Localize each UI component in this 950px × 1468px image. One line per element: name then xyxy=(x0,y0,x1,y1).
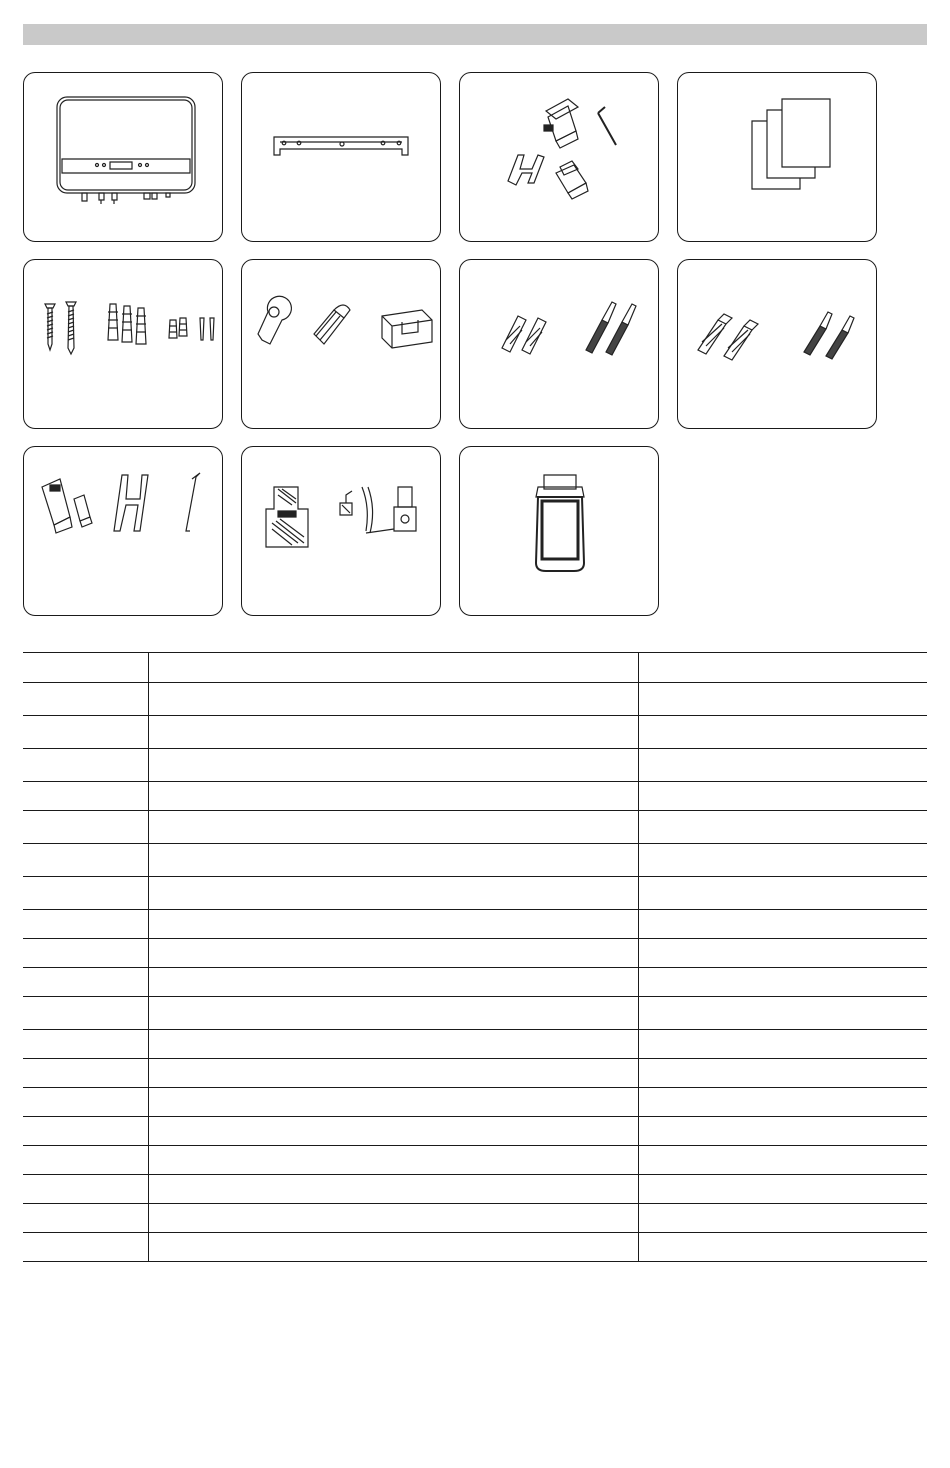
table-cell-quantity xyxy=(639,653,928,683)
dongle-icon xyxy=(460,447,660,617)
table-cell-description xyxy=(149,1146,639,1175)
table-cell-no xyxy=(23,749,149,782)
table-cell-quantity xyxy=(639,968,928,997)
table-cell-quantity xyxy=(639,1204,928,1233)
table-row xyxy=(23,1233,927,1262)
table-row xyxy=(23,782,927,811)
table-cell-no xyxy=(23,683,149,716)
table-cell-quantity xyxy=(639,749,928,782)
table-cell-quantity xyxy=(639,939,928,968)
table-cell-no xyxy=(23,968,149,997)
table-cell-quantity xyxy=(639,844,928,877)
table-row xyxy=(23,968,927,997)
accessory-tile-inverter xyxy=(23,72,223,242)
table-cell-quantity xyxy=(639,1233,928,1262)
table-cell-description xyxy=(149,683,639,716)
table-cell-no xyxy=(23,716,149,749)
table-row xyxy=(23,1030,927,1059)
table-cell-no xyxy=(23,1204,149,1233)
table-cell-no xyxy=(23,1030,149,1059)
table-cell-description xyxy=(149,1233,639,1262)
table-cell-description xyxy=(149,1030,639,1059)
table-cell-quantity xyxy=(639,877,928,910)
table-cell-no xyxy=(23,910,149,939)
table-cell-description xyxy=(149,1088,639,1117)
table-cell-description xyxy=(149,811,639,844)
table-cell-quantity xyxy=(639,997,928,1030)
accessory-tile-dongle xyxy=(459,446,659,616)
table-row xyxy=(23,1059,927,1088)
table-cell-no xyxy=(23,844,149,877)
documents-icon xyxy=(678,73,878,243)
accessory-tile-documents xyxy=(677,72,877,242)
table-row xyxy=(23,1088,927,1117)
table-cell-description xyxy=(149,782,639,811)
table-row xyxy=(23,939,927,968)
table-cell-description xyxy=(149,997,639,1030)
table-cell-description xyxy=(149,1117,639,1146)
table-row xyxy=(23,653,927,683)
table-cell-quantity xyxy=(639,1146,928,1175)
table-cell-quantity xyxy=(639,1117,928,1146)
table-cell-description xyxy=(149,968,639,997)
accessory-tile-comm-connector-set xyxy=(23,446,223,616)
pv-connector-icon xyxy=(678,260,878,430)
comm-connector-icon xyxy=(24,447,224,617)
table-cell-quantity xyxy=(639,1059,928,1088)
table-cell-description xyxy=(149,1204,639,1233)
accessory-tile-ct-meter xyxy=(241,446,441,616)
table-cell-no xyxy=(23,877,149,910)
table-cell-no xyxy=(23,1175,149,1204)
table-cell-quantity xyxy=(639,811,928,844)
accessory-tile-pv-connectors-a xyxy=(459,259,659,429)
accessory-list-table xyxy=(23,652,927,1262)
table-row xyxy=(23,1204,927,1233)
mounting-bracket-icon xyxy=(242,73,442,243)
accessory-tile-screws-anchors xyxy=(23,259,223,429)
table-cell-no xyxy=(23,1117,149,1146)
table-cell-quantity xyxy=(639,683,928,716)
table-row xyxy=(23,1146,927,1175)
table-cell-no xyxy=(23,782,149,811)
table-row xyxy=(23,1175,927,1204)
table-cell-quantity xyxy=(639,1030,928,1059)
table-cell-description xyxy=(149,877,639,910)
table-cell-description xyxy=(149,1059,639,1088)
table-row xyxy=(23,877,927,910)
ground-terminal-icon xyxy=(242,260,442,430)
table-row xyxy=(23,683,927,716)
table-cell-no xyxy=(23,939,149,968)
table-row xyxy=(23,749,927,782)
table-cell-quantity xyxy=(639,1175,928,1204)
table-cell-description xyxy=(149,910,639,939)
current-transformer-icon xyxy=(242,447,442,617)
table-cell-quantity xyxy=(639,1088,928,1117)
table-cell-no xyxy=(23,997,149,1030)
table-row xyxy=(23,910,927,939)
table-row xyxy=(23,1117,927,1146)
screws-anchors-icon xyxy=(24,260,224,430)
table-cell-quantity xyxy=(639,782,928,811)
table-row xyxy=(23,997,927,1030)
section-header-bar xyxy=(23,24,927,45)
table-cell-description xyxy=(149,653,639,683)
table-cell-no xyxy=(23,1233,149,1262)
table-cell-no xyxy=(23,1146,149,1175)
table-cell-description xyxy=(149,1175,639,1204)
ac-connector-icon xyxy=(460,73,660,243)
accessory-tile-ac-connector-set xyxy=(459,72,659,242)
accessory-tile-pv-connectors-b xyxy=(677,259,877,429)
inverter-icon xyxy=(24,73,224,243)
table-row xyxy=(23,716,927,749)
table-cell-description xyxy=(149,716,639,749)
table-cell-no xyxy=(23,653,149,683)
table-cell-no xyxy=(23,811,149,844)
accessory-tile-mounting-bracket xyxy=(241,72,441,242)
table-row xyxy=(23,811,927,844)
table-cell-description xyxy=(149,939,639,968)
table-cell-quantity xyxy=(639,910,928,939)
table-cell-no xyxy=(23,1088,149,1117)
table-cell-no xyxy=(23,1059,149,1088)
table-row xyxy=(23,844,927,877)
table-cell-description xyxy=(149,844,639,877)
table-cell-description xyxy=(149,749,639,782)
table-cell-quantity xyxy=(639,716,928,749)
accessory-tile-ground-terminal xyxy=(241,259,441,429)
pv-connector-icon xyxy=(460,260,660,430)
